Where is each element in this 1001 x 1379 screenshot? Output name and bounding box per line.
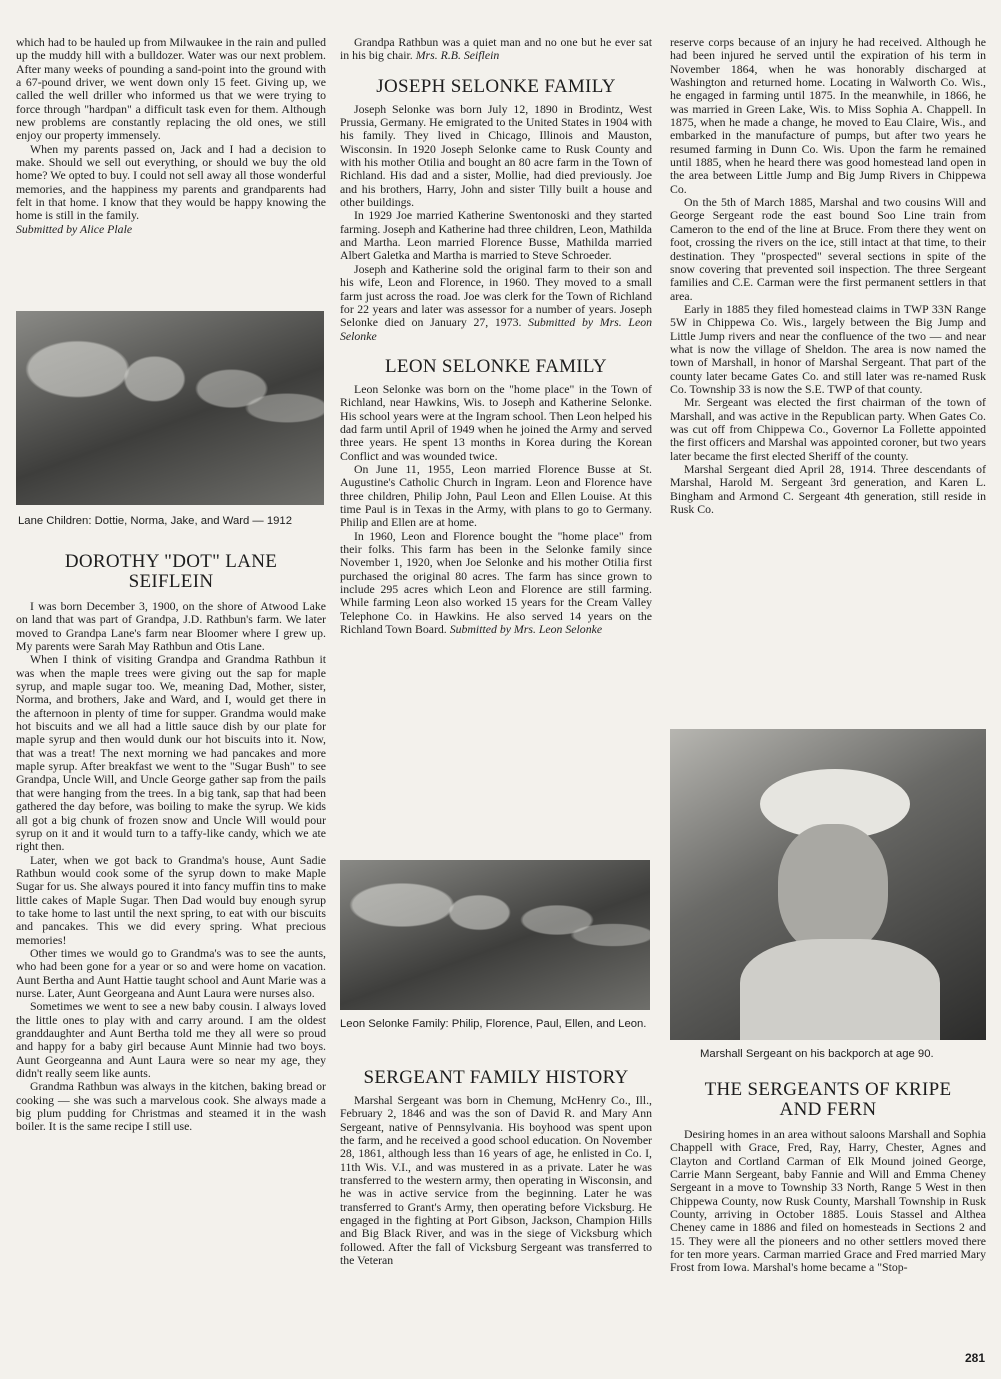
article-heading: LEON SELONKE FAMILY (385, 355, 607, 377)
paragraph-text: Joseph and Katherine sold the original farm to their son and his wife, Leon and Florence, in 1960. They moved to a small farm just across the road. Joe was clerk for the Town of Richland for 22 years and later was assessor for a number of years. Joseph Selonke died on January 27, 1973. (340, 261, 652, 330)
paragraph-text: In 1960, Leon and Florence bought the "home place" from their folks. This farm has been in the Selonke family since November 1, 1920, when Joe Selonke and his mother Otilia first purchased the original 80 acres. The farm has since grown to include 295 acres which Leon and Florence are still farming. While farming Leon also worked 15 years for the Cream Valley Telephone Co. in Hawkins. He also served 14 years on the Richland Town Board. (340, 528, 652, 637)
signature: Submitted by Mrs. Leon Selonke (340, 315, 652, 343)
paragraph: reserve corps because of an injury he had received. Although he had been injured he served until the expiration of his term in November 1864, when he was honorably discharged at Washington and returned home. Locating in Walworth Co. Wis., he engaged in farming until 1875. In the meanwhile, in 1866, he was married in Green Lake, Wis. to Miss Sophia A. Chappell. In 1875, when he made a change, he moved to Eau Claire, Wis., and embarked in the manufacture of pumps, but after two years he resumed farming in Dunn Co. Wis. Upon the farm he remained until 1885, when he heard there was good homestead land open in the area between Little Jump and Big Jump Rivers in Chippewa Co. (670, 35, 986, 196)
paragraph: In 1929 Joe married Katherine Swentonoski and they started farming. Joseph and Katherine had three children, Leon, Mathilda and Martha. Leon married Florence Busse, Mathilda married Albert Galetka and Martha is married to Steve Schroeder. (340, 208, 652, 263)
paragraph: Other times we would go to Grandma's was to see the aunts, who had been gone for a year or so and were home on vacation. Aunt Bertha and Aunt Hattie taught school and Aunt Marie was a nurse. Later, Aunt Georgeana and Aunt Laura were nurses also. (16, 945, 326, 1000)
dorothy-lane-article (16, 552, 326, 1134)
paragraph: Grandma Rathbun was always in the kitchen, baking bread or cooking — she was such a marvelous cook. She always made a big plum pudding for Christmas and steamed it in the wash boiler. It is the same recipe I still use. (16, 1079, 326, 1134)
paragraph: On June 11, 1955, Leon married Florence Busse at St. Augustine's Catholic Church in Ingram. Leon and Florence have three children, Philip John, Paul Leon and Ellen Louise. At this time Paul is in Texas in the Army, with plans to go to Germany. Philip and Ellen are at home. (340, 461, 652, 530)
article-heading: SERGEANT FAMILY HISTORY (363, 1067, 629, 1088)
page-number: 281 (964, 1351, 985, 1365)
sergeants-kripe-fern (670, 1080, 986, 1275)
paragraph: Desiring homes in an area without saloons Marshall and Sophia Chappell with Grace, Fred, Ray, Harry, Chester, Agnes and Clayton and Cortland Carman of Elk Mound joined George, Carrie Mann Sergeant, baby Fannie and Will and Emma Cheney Sergeant in a move to Township 33 North, Range 5 West in then Chippewa County, now Rusk County, Marshall Township in Rusk County, arriving in October 1885. Louis Stassel and Althea Cheney came in 1886 and filed on homesteads in Sections 2 and 15. They were all the pioneers and no other settlers moved there for ten more years. Carman married Grace and Fred married Mary Frost from Iowa. Marshal's home became a "Stop- (670, 1127, 986, 1275)
lane-children-photo (16, 311, 324, 505)
paragraph: which had to be hauled up from Milwaukee in the rain and pulled up the muddy hill with a bulldozer. Water was our next problem. After many weeks of pounding a sand-point into the ground with a 67-pound driver, we went down only 15 feet. Giving up, we called the well driller who informed us that we were trying to force through "hardpan" a difficult task even for them. Although new problems are constantly replacing the old ones, we still enjoy our property immensely. (16, 35, 326, 143)
paragraph: Marshal Sergeant was born in Chemung, McHenry Co., Ill., February 2, 1846 and was the son of David R. and Mary Ann Sergeant, native of Pennsylvania. His boyhood was spent upon the farm, and he received a good school education. On November 28, 1861, although less than 16 years of age, he enlisted in Co. I, 11th Wis. V.I., and was mustered in as a private. Later he was transferred to the western army, then operating in Wisconsin, and he was in active service from the beginning. Later he was transferred to Grant's Army, then operating before Vicksburg. He engaged in the fighting at Port Gibson, Jackson, Champion Hills and Big Black River, and was in the siege of Vicksburg which followed. After the fall of Vicksburg Sergeant was transferred to the Veteran (340, 1093, 652, 1268)
paragraph (340, 36, 652, 63)
paragraph: Later, when we got back to Grandma's house, Aunt Sadie Rathbun would cook some of the syrup down to make Maple Sugar for us. She always poured it into fancy muffin tins to make little cakes of Maple Sugar. Then Dad would buy enough syrup to take home to last until the next spring, to eat with our biscuits and pancakes. This we did every spring. What precious memories! (16, 852, 326, 947)
article-heading: JOSEPH SELONKE FAMILY (376, 75, 616, 97)
column-3 (670, 36, 986, 516)
paragraph: Mr. Sergeant was elected the first chairman of the town of Marshall, and was active in the Republican party. When Gates Co. was cut off from Chippewa Co., Governor La Follette appointed the first officers and Marshal was appointed coroner, but two years later became the first elected Sheriff of the county. (670, 395, 986, 463)
photo-caption: Marshall Sergeant on his backporch at age 90. (700, 1048, 934, 1060)
lane-article-intro (16, 36, 326, 236)
photo-caption: Leon Selonke Family: Philip, Florence, Paul, Ellen, and Leon. (340, 1018, 647, 1030)
shirt-shape (740, 939, 940, 1040)
paragraph: I was born December 3, 1900, on the shore of Atwood Lake on land that was part of Grandpa, J.D. Rathbun's farm. We later moved to Grandpa Lane's farm near Bloomer where I grew up. My parents were Sarah May Rathbun and Otis Lane. (16, 599, 326, 654)
paragraph (340, 530, 652, 637)
signature: Submitted by Alice Plale (16, 221, 133, 236)
paragraph: When I think of visiting Grandpa and Grandma Rathbun it was when the maple trees were giving out the sap for maple syrup, and maple sugar too. We, meaning Dad, Mother, sister, Norma, and brothers, Jake and Ward, and I, would get there in the afternoon in plenty of time for supper. Grandma would make hot biscuits and we all had a little sauce dish by our plate for maple syrup and then would dunk our hot biscuits into it. Now, that was a treat! The next morning we had pancakes and more maple syrup. After breakfast we went to the "Sugar Bush" to see Grandpa, Uncle Will, and Uncle George gather sap from the pails that were hanging from the trees. In a big tank, sap that had been gathered the day before, was boiling to make the syrup. We kids all got a big chunk of frozen snow and Uncle Will would pour syrup on it and it would turn to a taffy-like candy, which we ate right then. (16, 652, 326, 854)
paragraph-text: Grandpa Rathbun was a quiet man and no one but he ever sat in his big chair. (340, 35, 652, 63)
paragraph: Marshal Sergeant died April 28, 1914. Three descendants of Marshal, Harold M. Sergeant 3rd generation, and Karen L. Bingham and Armond C. Sergeant 4th generation, still reside in Rusk Co. (670, 462, 986, 517)
face-shape (778, 824, 888, 954)
paragraph: Early in 1885 they filed homestead claims in TWP 33N Range 5W in Chippewa Co. Wis., largely between the Big Jump and Little Jump rivers and near the confluence of the two — and near what is now the village of Sheldon. The area is now named the town of Marshall, in honor of Marshal Sergeant. That part of the county later became Gates Co. and still later was re-named Rusk Co. Township 33 is now the S.E. TWP of that county. (670, 301, 986, 396)
paragraph: Sometimes we went to see a new baby cousin. I always loved the little ones to play with and carry around. I am the oldest granddaughter and Aunt Bertha told me they all were so proud and happy for a baby girl because Aunt Minnie had two boys. Aunt Georgeanna and Aunt Laura were so near my age, they didn't really seem like aunts. (16, 999, 326, 1081)
paragraph: Joseph Selonke was born July 12, 1890 in Brodintz, West Prussia, Germany. He emigrated to the United States in 1904 with his family. They lived in Chicago, Illinois and Mauston, Wisconsin. In 1920 Joseph Selonke came to Rusk County and with his mother Otilia and bought an 80 acre farm in the Town of Richland. His dad and a sister, Mollie, had died previously. Joe and his brothers, Harry, John and sister Tilly built a house and other buildings. (340, 101, 652, 210)
paragraph: When my parents passed on, Jack and I had a decision to make. Should we sell out everything, or should we buy the old home? We opted to buy. I could not sell away all those wonderful memories, and the happiness my parents and grandparents had felt in that home. I know that they would be happy knowing the home is still in the family. (16, 141, 326, 223)
sergeant-family-history (340, 1068, 652, 1267)
article-heading: DOROTHY "DOT" LANE SEIFLEIN (64, 551, 278, 592)
marshall-sergeant-photo (670, 729, 986, 1040)
signature: Submitted by Mrs. Leon Selonke (449, 622, 603, 637)
article-heading: THE SERGEANTS OF KRIPE AND FERN (704, 1079, 952, 1120)
paragraph: Leon Selonke was born on the "home place" in the Town of Richland, near Hawkins, Wis. to Joseph and Katherine Selonke. His school years were at the Ingram school. Then Leon helped his dad farm until April of 1949 when he joined the Army and served three years. He spent 13 months in Korea during the Korean Conflict and was wounded twice. (340, 381, 652, 463)
column-2 (340, 36, 652, 636)
paragraph: On the 5th of March 1885, Marshal and two cousins Will and George Sergeant rode the east bound Soo Line train from Cameron to the end of the line at Bruce. From there they went on foot, crossing the rivers on the ice, still intact at that time, to their destination. They "prospected" several sections in spite of the snow covering that prevented soil inspection. The three Sergeant families and C.E. Carman were the first permanent settlers in that area. (670, 195, 986, 303)
photo-caption: Lane Children: Dottie, Norma, Jake, and Ward — 1912 (18, 515, 292, 527)
selonke-family-photo (340, 860, 650, 1010)
signature: Mrs. R.B. Seiflein (415, 48, 500, 63)
paragraph (340, 263, 652, 343)
column-1 (16, 36, 326, 236)
